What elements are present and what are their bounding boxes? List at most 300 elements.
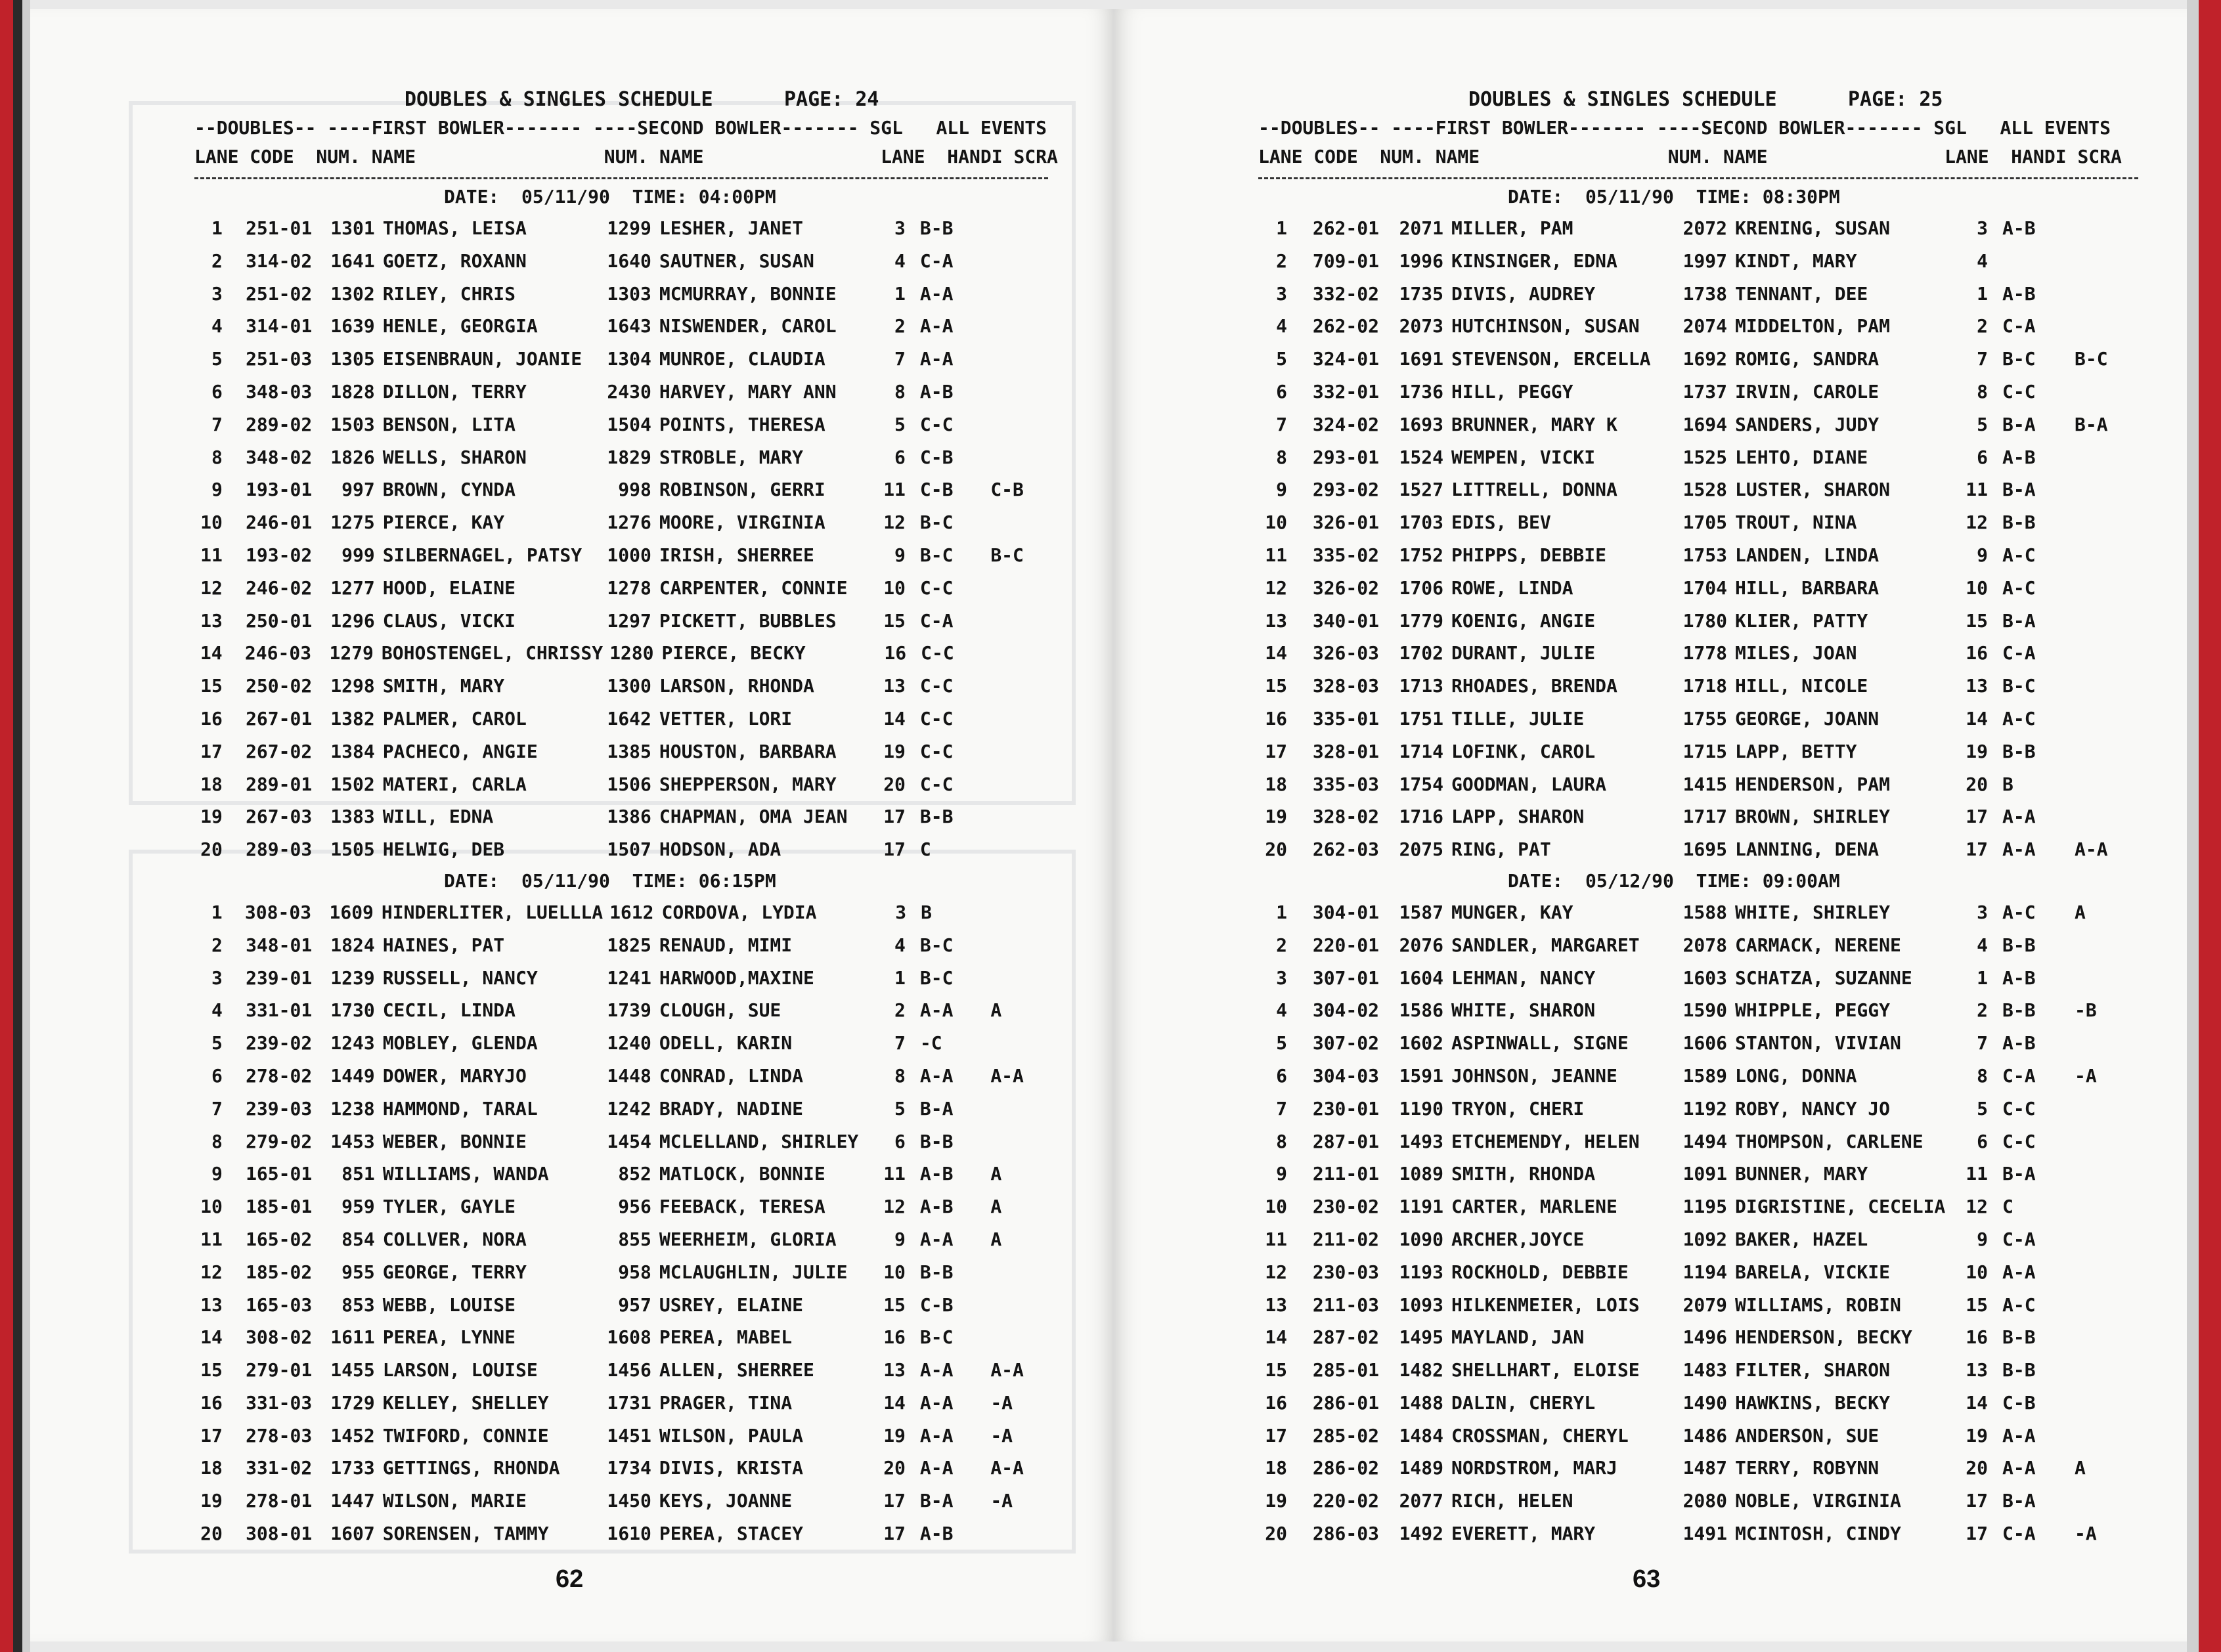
lane-number: 6 — [1276, 380, 1287, 402]
handicap-events: B-B — [2002, 740, 2036, 762]
first-bowler-name: PHIPPS, DEBBIE — [1451, 544, 1607, 566]
table-row — [194, 833, 1048, 866]
first-bowler-name: LOFINK, CAROL — [1451, 740, 1596, 762]
second-bowler-name: CARMACK, NERENE — [1735, 934, 1901, 956]
second-bowler-name: PEREA, MABEL — [659, 1326, 793, 1349]
scratch-events: A-A — [990, 1359, 1024, 1381]
scratch-events: A-A — [990, 1064, 1024, 1087]
lane-number: 18 — [1265, 773, 1287, 795]
first-bowler-number: 1090 — [1399, 1228, 1443, 1250]
lane-number: 7 — [211, 1097, 223, 1119]
first-bowler-number: 1488 — [1399, 1391, 1443, 1414]
first-bowler-number: 1193 — [1399, 1261, 1443, 1283]
second-bowler-number: 1753 — [1682, 544, 1727, 566]
lane-number: 19 — [200, 806, 223, 828]
doubles-code: 335-02 — [1312, 544, 1379, 566]
handicap-events: A-A — [2002, 838, 2036, 861]
table-row — [1258, 1517, 2138, 1550]
singles-lane: 12 — [1966, 1196, 1988, 1218]
doubles-code: 304-01 — [1312, 901, 1379, 923]
second-bowler-number: 1242 — [607, 1097, 651, 1119]
lane-number: 12 — [200, 576, 223, 599]
first-bowler-name: BOHOSTENGEL, CHRISSY — [381, 642, 604, 664]
first-bowler-number: 1735 — [1399, 282, 1443, 305]
second-bowler-name: STROBLE, MARY — [659, 446, 804, 468]
doubles-code: 335-01 — [1312, 707, 1379, 729]
dashed-rule — [194, 177, 1048, 179]
table-row — [194, 408, 1048, 441]
lane-number: 19 — [1265, 806, 1287, 828]
lane-number: 12 — [1265, 576, 1287, 599]
second-bowler-number: 1734 — [607, 1457, 651, 1479]
table-row — [1258, 1354, 2138, 1387]
first-bowler-number: 1093 — [1399, 1293, 1443, 1316]
table-row — [1258, 1027, 2138, 1060]
second-bowler-number: 1487 — [1682, 1457, 1727, 1479]
first-bowler-name: TILLE, JULIE — [1451, 707, 1585, 729]
lane-number: 2 — [1276, 250, 1287, 272]
lane-number: 8 — [1276, 446, 1287, 468]
singles-lane: 17 — [1966, 806, 1988, 828]
table-row — [194, 1027, 1048, 1060]
handicap-events: A-C — [2002, 901, 2036, 923]
singles-lane: 1 — [894, 282, 906, 305]
scratch-events — [984, 703, 1048, 735]
second-bowler-name: MOORE, VIRGINIA — [659, 511, 825, 534]
second-bowler-name: BUNNER, MARY — [1735, 1163, 1868, 1185]
singles-lane: 13 — [1966, 1359, 1988, 1381]
table-row — [1258, 441, 2138, 474]
doubles-code: 262-01 — [1312, 217, 1379, 239]
handicap-events: B-C — [919, 1326, 954, 1349]
second-bowler-number: 1000 — [607, 544, 651, 566]
second-bowler-name: MATLOCK, BONNIE — [659, 1163, 825, 1185]
first-bowler-name: GOETZ, ROXANN — [382, 250, 527, 272]
second-bowler-name: BRADY, NADINE — [659, 1097, 804, 1119]
singles-lane: 6 — [1977, 1130, 1988, 1152]
scratch-events — [2068, 1321, 2134, 1354]
singles-lane: 16 — [1966, 1326, 1988, 1349]
first-bowler-name: COLLVER, NORA — [382, 1228, 527, 1250]
singles-lane: 17 — [883, 806, 906, 828]
doubles-code: 286-03 — [1312, 1523, 1379, 1545]
second-bowler-number: 1304 — [607, 348, 651, 370]
handicap-events: C-B — [2002, 1391, 2036, 1414]
doubles-code: 279-01 — [246, 1359, 313, 1381]
lane-number: 20 — [200, 838, 223, 861]
first-bowler-name: LITTRELL, DONNA — [1451, 479, 1617, 501]
table-row — [1258, 572, 2138, 605]
first-bowler-name: WELLS, SHARON — [382, 446, 527, 468]
first-bowler-number: 1826 — [330, 446, 375, 468]
scratch-events: -A — [990, 1424, 1013, 1446]
lane-number: 19 — [200, 1490, 223, 1512]
handicap-events: C-B — [919, 446, 954, 468]
second-bowler-name: DIVIS, KRISTA — [659, 1457, 804, 1479]
binding-edge-left — [0, 0, 30, 1652]
lane-number: 4 — [211, 999, 223, 1022]
doubles-code: 348-02 — [246, 446, 313, 468]
first-bowler-number: 1527 — [1399, 479, 1443, 501]
second-bowler-number: 1525 — [1682, 446, 1727, 468]
singles-lane: 9 — [1977, 544, 1988, 566]
handicap-events: B-B — [919, 1261, 954, 1283]
first-bowler-number: 1384 — [330, 740, 375, 762]
doubles-code: 328-01 — [1312, 740, 1379, 762]
second-bowler-number: 2072 — [1682, 217, 1727, 239]
lane-number: 1 — [211, 901, 223, 923]
scratch-events — [2068, 506, 2134, 539]
second-bowler-number: 1608 — [607, 1326, 651, 1349]
handicap-events: A-A — [919, 1228, 954, 1250]
handicap-events: A-A — [919, 348, 954, 370]
lane-number: 17 — [200, 1424, 223, 1446]
lane-number: 2 — [211, 250, 223, 272]
second-bowler-name: SCHATZA, SUZANNE — [1735, 967, 1912, 989]
singles-lane: 20 — [1966, 773, 1988, 795]
doubles-code: 239-03 — [246, 1097, 313, 1119]
first-bowler-number: 1609 — [329, 901, 374, 923]
scratch-events: -A — [990, 1391, 1013, 1414]
singles-lane: 10 — [1966, 1261, 1988, 1283]
handicap-events: A-A — [2002, 1457, 2036, 1479]
second-bowler-name: CORDOVA, LYDIA — [661, 901, 817, 923]
schedule-body — [1258, 182, 2138, 1550]
first-bowler-number: 1751 — [1399, 707, 1443, 729]
second-bowler-name: LUSTER, SHARON — [1735, 479, 1891, 501]
handicap-events: A-B — [919, 380, 954, 402]
table-row — [194, 473, 1048, 506]
scratch-events — [984, 1256, 1048, 1289]
handicap-events: B-B — [2002, 511, 2036, 534]
first-bowler-number: 2071 — [1399, 217, 1443, 239]
singles-lane: 7 — [1977, 1032, 1988, 1054]
first-bowler-name: HINDERLITER, LUELLLA — [381, 901, 604, 923]
doubles-code: 211-02 — [1312, 1228, 1379, 1250]
doubles-code: 211-01 — [1312, 1163, 1379, 1185]
second-bowler-name: PIERCE, BECKY — [661, 642, 806, 664]
scratch-events — [2068, 1256, 2134, 1289]
handicap-events: C-C — [921, 642, 954, 664]
second-bowler-name: TENNANT, DEE — [1735, 282, 1868, 305]
singles-lane: 5 — [894, 1097, 906, 1119]
first-bowler-name: DOWER, MARYJO — [382, 1064, 527, 1087]
scratch-events — [2068, 1354, 2134, 1387]
doubles-code: 262-03 — [1312, 838, 1379, 861]
doubles-code: 246-02 — [246, 576, 313, 599]
second-bowler-number: 1241 — [607, 967, 651, 989]
lane-number: 15 — [1265, 1359, 1287, 1381]
lane-number: 17 — [1265, 1424, 1287, 1446]
first-bowler-number: 1828 — [330, 380, 375, 402]
scratch-events: A — [2075, 1457, 2086, 1479]
lane-number: 19 — [1265, 1490, 1287, 1512]
doubles-code: 267-02 — [246, 740, 313, 762]
doubles-code: 709-01 — [1312, 250, 1379, 272]
handicap-events: A-C — [2002, 1293, 2036, 1316]
first-bowler-name: ROWE, LINDA — [1451, 576, 1573, 599]
second-bowler-number: 1997 — [1682, 250, 1727, 272]
first-bowler-number: 1729 — [330, 1391, 375, 1414]
table-row — [194, 343, 1048, 376]
second-bowler-name: CHAPMAN, OMA JEAN — [659, 806, 848, 828]
singles-lane: 7 — [894, 348, 906, 370]
table-row — [1258, 1223, 2138, 1256]
scratch-events: A — [990, 1196, 1002, 1218]
doubles-code: 267-03 — [246, 806, 313, 828]
second-bowler-number: 1715 — [1682, 740, 1727, 762]
table-row — [1258, 768, 2138, 801]
second-bowler-name: SAUTNER, SUSAN — [659, 250, 814, 272]
first-bowler-number: 853 — [341, 1293, 375, 1316]
doubles-code: 286-01 — [1312, 1391, 1379, 1414]
table-row — [194, 670, 1048, 703]
first-bowler-number: 851 — [341, 1163, 375, 1185]
handicap-events: C — [2002, 1196, 2013, 1218]
table-row — [1258, 408, 2138, 441]
table-row — [1258, 343, 2138, 376]
lane-number: 3 — [1276, 282, 1287, 305]
handicap-events: C-C — [919, 773, 954, 795]
first-bowler-name: SORENSEN, TAMMY — [382, 1523, 549, 1545]
first-bowler-number: 1190 — [1399, 1097, 1443, 1119]
singles-lane: 17 — [883, 1490, 906, 1512]
handicap-events: B-B — [2002, 1359, 2036, 1381]
handicap-events: C-A — [2002, 642, 2036, 664]
first-bowler-name: RILEY, CHRIS — [382, 282, 516, 305]
singles-lane: 20 — [883, 773, 906, 795]
second-bowler-name: HILL, BARBARA — [1735, 576, 1880, 599]
handicap-events: A-B — [2002, 282, 2036, 305]
doubles-code: 293-01 — [1312, 446, 1379, 468]
singles-lane: 14 — [883, 1391, 906, 1414]
table-row — [194, 310, 1048, 343]
lane-number: 10 — [200, 1196, 223, 1218]
second-bowler-number: 1385 — [607, 740, 651, 762]
lane-number: 5 — [1276, 348, 1287, 370]
first-bowler-name: THOMAS, LEISA — [382, 217, 527, 239]
doubles-code: 185-01 — [246, 1196, 313, 1218]
first-bowler-number: 1639 — [330, 315, 375, 337]
first-bowler-number: 1452 — [330, 1424, 375, 1446]
first-bowler-number: 1301 — [330, 217, 375, 239]
second-bowler-number: 1778 — [1682, 642, 1727, 664]
lane-number: 16 — [200, 1391, 223, 1414]
first-bowler-name: EISENBRAUN, JOANIE — [382, 348, 583, 370]
first-bowler-name: STEVENSON, ERCELLA — [1451, 348, 1651, 370]
second-bowler-number: 1717 — [1682, 806, 1727, 828]
handicap-events: A-B — [919, 1163, 954, 1185]
handicap-events — [1988, 245, 2068, 278]
second-bowler-name: LANDEN, LINDA — [1735, 544, 1880, 566]
table-row — [1258, 376, 2138, 408]
second-bowler-number: 1303 — [607, 282, 651, 305]
scratch-events — [2068, 473, 2134, 506]
handicap-events: B-A — [2002, 1490, 2036, 1512]
first-bowler-number: 1383 — [330, 806, 375, 828]
handicap-events: C-A — [2002, 1523, 2036, 1545]
doubles-code: 307-02 — [1312, 1032, 1379, 1054]
second-bowler-name: SANDERS, JUDY — [1735, 413, 1880, 435]
first-bowler-name: WILLIAMS, WANDA — [382, 1163, 549, 1185]
scratch-events — [2068, 929, 2134, 962]
scratch-events — [2068, 735, 2134, 768]
doubles-code: 278-03 — [246, 1424, 313, 1446]
singles-lane: 8 — [894, 380, 906, 402]
schedule-title: DOUBLES & SINGLES SCHEDULE PAGE: 25 — [1468, 88, 1943, 111]
first-bowler-number: 1505 — [330, 838, 375, 861]
first-bowler-number: 999 — [341, 544, 375, 566]
scratch-events — [984, 212, 1048, 245]
second-bowler-name: BROWN, SHIRLEY — [1735, 806, 1891, 828]
table-row — [1258, 539, 2138, 572]
second-bowler-name: PRAGER, TINA — [659, 1391, 793, 1414]
doubles-code: 251-01 — [246, 217, 313, 239]
singles-lane: 13 — [1966, 675, 1988, 697]
table-row — [194, 1485, 1048, 1517]
first-bowler-name: LAPP, SHARON — [1451, 806, 1585, 828]
first-bowler-name: RING, PAT — [1451, 838, 1551, 861]
lane-number: 11 — [1265, 544, 1287, 566]
scratch-events — [2068, 310, 2134, 343]
singles-lane: 15 — [1966, 1293, 1988, 1316]
first-bowler-name: DALIN, CHERYL — [1451, 1391, 1596, 1414]
lane-number: 8 — [1276, 1130, 1287, 1152]
table-row — [194, 994, 1048, 1027]
table-row — [1258, 929, 2138, 962]
handicap-events: C — [919, 838, 931, 861]
second-bowler-name: LARSON, RHONDA — [659, 675, 814, 697]
singles-lane: 5 — [894, 413, 906, 435]
second-bowler-name: SHEPPERSON, MARY — [659, 773, 837, 795]
first-bowler-number: 2073 — [1399, 315, 1443, 337]
scratch-events — [984, 670, 1048, 703]
first-bowler-number: 1493 — [1399, 1130, 1443, 1152]
doubles-code: 279-02 — [246, 1130, 313, 1152]
first-bowler-name: ARCHER,JOYCE — [1451, 1228, 1585, 1250]
doubles-code: 246-01 — [246, 511, 313, 534]
lane-number: 8 — [211, 446, 223, 468]
handicap-events: A-C — [2002, 707, 2036, 729]
first-bowler-name: TYLER, GAYLE — [382, 1196, 516, 1218]
first-bowler-name: HELWIG, DEB — [382, 838, 505, 861]
lane-number: 20 — [1265, 1523, 1287, 1545]
first-bowler-number: 1482 — [1399, 1359, 1443, 1381]
second-bowler-name: BARELA, VICKIE — [1735, 1261, 1891, 1283]
scratch-events — [984, 1093, 1048, 1125]
singles-lane: 17 — [1966, 838, 1988, 861]
table-row — [1258, 1125, 2138, 1158]
lane-number: 20 — [200, 1523, 223, 1545]
doubles-code: 239-02 — [246, 1032, 313, 1054]
scratch-events — [984, 408, 1048, 441]
lane-number: 2 — [211, 934, 223, 956]
handicap-events: A-B — [2002, 217, 2036, 239]
table-row — [1258, 506, 2138, 539]
handicap-events: A-B — [919, 1196, 954, 1218]
singles-lane: 20 — [1966, 1457, 1988, 1479]
handicap-events: C-C — [2002, 1130, 2036, 1152]
table-row — [1258, 994, 2138, 1027]
first-bowler-name: WEMPEN, VICKI — [1451, 446, 1596, 468]
table-row — [194, 1354, 1048, 1387]
second-bowler-number: 1739 — [607, 999, 651, 1022]
second-bowler-number: 1490 — [1682, 1391, 1727, 1414]
scratch-events — [984, 1289, 1048, 1322]
handicap-events: C-C — [919, 413, 954, 435]
table-row — [1258, 245, 2138, 278]
scratch-events — [2068, 376, 2134, 408]
first-bowler-number: 1503 — [330, 413, 375, 435]
scratch-events: C-B — [990, 479, 1024, 501]
first-bowler-name: DILLON, TERRY — [382, 380, 527, 402]
doubles-code: 246-03 — [244, 642, 312, 664]
scratch-events — [984, 278, 1048, 311]
lane-number: 7 — [1276, 413, 1287, 435]
first-bowler-number: 1591 — [1399, 1064, 1443, 1087]
handicap-events: C-B — [919, 1293, 954, 1316]
handicap-events: A-A — [919, 1424, 954, 1446]
first-bowler-name: ROCKHOLD, DEBBIE — [1451, 1261, 1629, 1283]
second-bowler-number: 2080 — [1682, 1490, 1727, 1512]
scratch-events — [2068, 572, 2134, 605]
scratch-events — [984, 310, 1048, 343]
singles-lane: 1 — [894, 967, 906, 989]
first-bowler-number: 1449 — [330, 1064, 375, 1087]
singles-lane: 12 — [883, 511, 906, 534]
second-bowler-name: FEEBACK, TERESA — [659, 1196, 825, 1218]
first-bowler-name: CECIL, LINDA — [382, 999, 516, 1022]
first-bowler-name: JOHNSON, JEANNE — [1451, 1064, 1617, 1087]
first-bowler-number: 1277 — [330, 576, 375, 599]
handicap-events: C-A — [919, 250, 954, 272]
singles-lane: 15 — [883, 1293, 906, 1316]
first-bowler-number: 1275 — [330, 511, 375, 534]
table-row — [194, 1093, 1048, 1125]
handicap-events: B-A — [2002, 413, 2036, 435]
doubles-code: 220-01 — [1312, 934, 1379, 956]
handicap-events: C-C — [919, 675, 954, 697]
singles-lane: 4 — [1977, 250, 1988, 272]
singles-lane: 2 — [1977, 315, 1988, 337]
doubles-code: 314-02 — [246, 250, 313, 272]
doubles-code: 308-01 — [246, 1523, 313, 1545]
second-bowler-name: MCLELLAND, SHIRLEY — [659, 1130, 859, 1152]
scratch-events — [2068, 1158, 2134, 1190]
second-bowler-name: TERRY, ROBYNN — [1735, 1457, 1880, 1479]
first-bowler-name: CARTER, MARLENE — [1451, 1196, 1617, 1218]
scratch-events — [2068, 212, 2134, 245]
scratch-events: -A — [990, 1490, 1013, 1512]
table-row — [1258, 1289, 2138, 1322]
first-bowler-number: 1736 — [1399, 380, 1443, 402]
singles-lane: 11 — [1966, 479, 1988, 501]
handicap-events: C-C — [2002, 380, 2036, 402]
table-row — [1258, 1158, 2138, 1190]
doubles-code: 326-02 — [1312, 576, 1379, 599]
lane-number: 5 — [1276, 1032, 1287, 1054]
handicap-events: A-A — [919, 315, 954, 337]
handicap-events: B-A — [919, 1490, 954, 1512]
scratch-events — [984, 768, 1048, 801]
second-bowler-name: KLIER, PATTY — [1735, 609, 1868, 632]
doubles-code: 324-02 — [1312, 413, 1379, 435]
lane-number: 4 — [211, 315, 223, 337]
second-bowler-number: 958 — [618, 1261, 651, 1283]
scratch-events — [2068, 1289, 2134, 1322]
first-bowler-name: BENSON, LITA — [382, 413, 516, 435]
second-bowler-name: NOBLE, VIRGINIA — [1735, 1490, 1901, 1512]
